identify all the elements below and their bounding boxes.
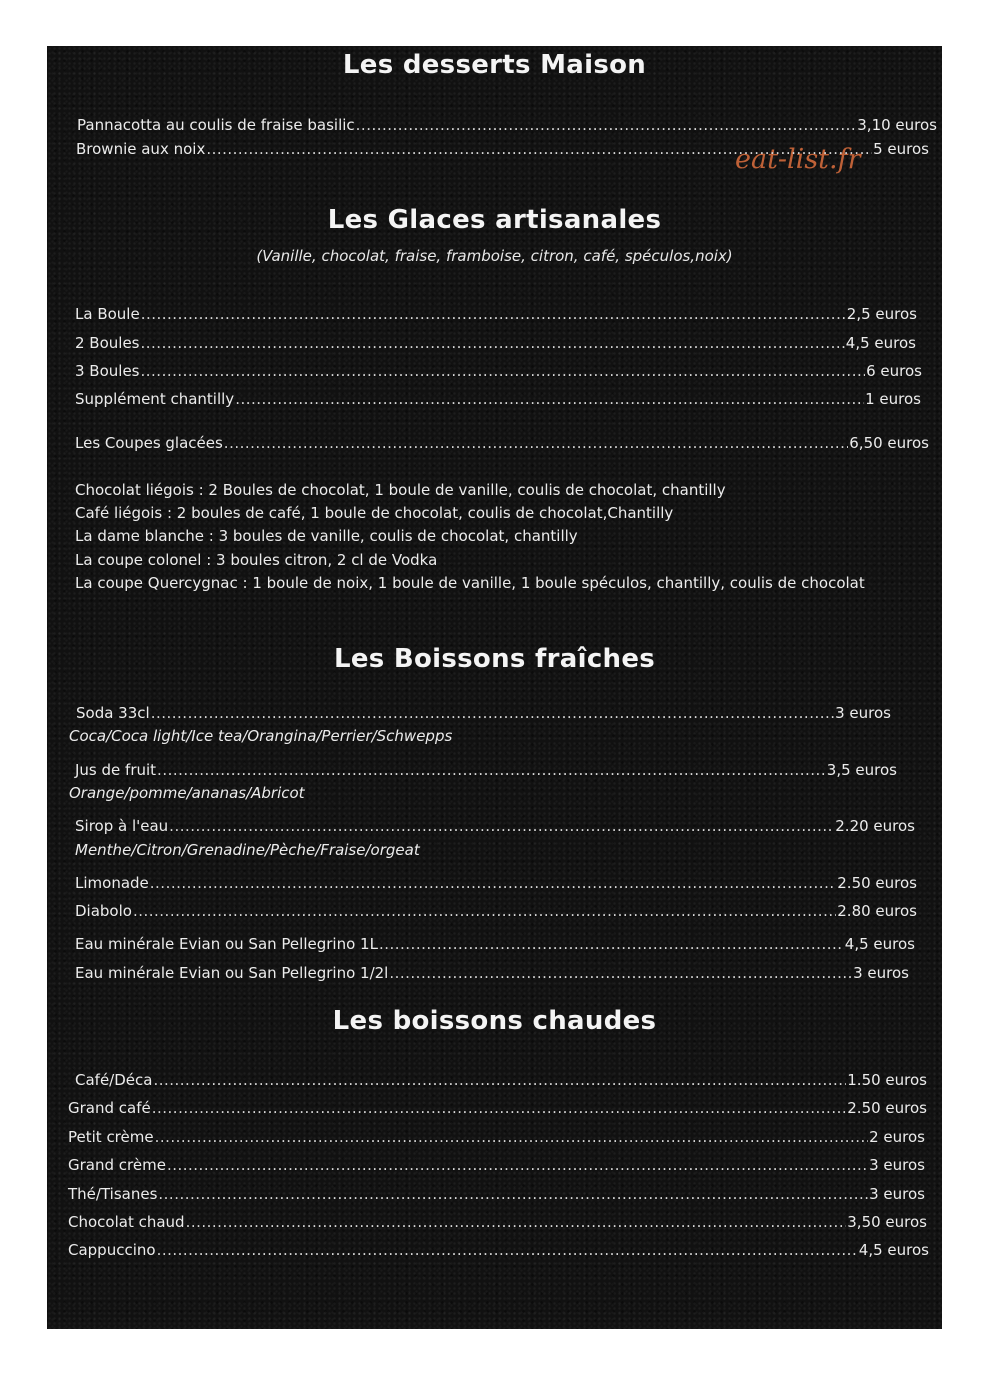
menu-item: Jus de fruit ..... 3,5 euros: [75, 760, 897, 780]
menu-item: Grand café ..... 2.50 euros: [68, 1098, 927, 1118]
section-title-chaudes: Les boissons chaudes: [332, 1006, 657, 1036]
section-title-desserts: Les desserts Maison: [342, 50, 647, 80]
menu-item: Petit crème ..... 2 euros: [68, 1127, 925, 1147]
menu-item: 3 Boules ..... 6 euros: [75, 361, 922, 381]
menu-item: Brownie aux noix ..... 5 euros: [76, 139, 929, 159]
chalkboard-menu: [47, 46, 942, 1329]
menu-item: Supplément chantilly ..... 1 euros: [75, 389, 921, 409]
menu-item: Sirop à l'eau ..... 2.20 euros: [75, 816, 915, 836]
item-note: Menthe/Citron/Grenadine/Pèche/Fraise/orgeat: [75, 841, 420, 859]
item-note: Coca/Coca light/Ice tea/Orangina/Perrier/Schwepps: [69, 727, 453, 745]
coupe-description: Chocolat liégois : 2 Boules de chocolat, 1 boule de vanille, coulis de chocolat, chantilly: [75, 481, 726, 499]
section-title-glaces: Les Glaces artisanales: [327, 205, 662, 235]
menu-item: Diabolo ..... 2.80 euros: [75, 901, 917, 921]
menu-item: Thé/Tisanes ..... 3 euros: [68, 1184, 925, 1204]
menu-item: 2 Boules ..... 4,5 euros: [75, 333, 916, 353]
menu-item: Pannacotta au coulis de fraise basilic ..... 3,10 euros: [77, 115, 937, 135]
menu-item: Les Coupes glacées ..... 6,50 euros: [75, 433, 929, 453]
menu-item: Chocolat chaud ..... 3,50 euros: [68, 1212, 927, 1232]
menu-item: Eau minérale Evian ou San Pellegrino 1L ..... 4,5 euros: [75, 934, 915, 954]
watermark: eat-list.fr: [735, 144, 861, 175]
coupe-description: La coupe Quercygnac : 1 boule de noix, 1 boule de vanille, 1 boule spéculos, chantilly, coulis de chocolat: [75, 574, 865, 592]
coupe-description: La coupe colonel : 3 boules citron, 2 cl de Vodka: [75, 551, 438, 569]
section-title-fraiches: Les Boissons fraîches: [333, 644, 656, 674]
menu-item: Grand crème ..... 3 euros: [68, 1155, 925, 1175]
section-subtitle-glaces: (Vanille, chocolat, fraise, framboise, citron, café, spéculos,noix): [256, 247, 733, 265]
item-note: Orange/pomme/ananas/Abricot: [69, 784, 305, 802]
menu-item: Limonade ..... 2.50 euros: [75, 873, 917, 893]
coupe-description: La dame blanche : 3 boules de vanille, coulis de chocolat, chantilly: [75, 527, 578, 545]
menu-item: Eau minérale Evian ou San Pellegrino 1/2l ..... 3 euros: [75, 963, 909, 983]
menu-item: Cappuccino ..... 4,5 euros: [68, 1240, 929, 1260]
menu-item: La Boule ..... 2,5 euros: [75, 304, 917, 324]
coupe-description: Café liégois : 2 boules de café, 1 boule de chocolat, coulis de chocolat,Chantilly: [75, 504, 674, 522]
menu-item: Café/Déca ..... 1.50 euros: [75, 1070, 927, 1090]
menu-item: Soda 33cl ..... 3 euros: [76, 703, 891, 723]
